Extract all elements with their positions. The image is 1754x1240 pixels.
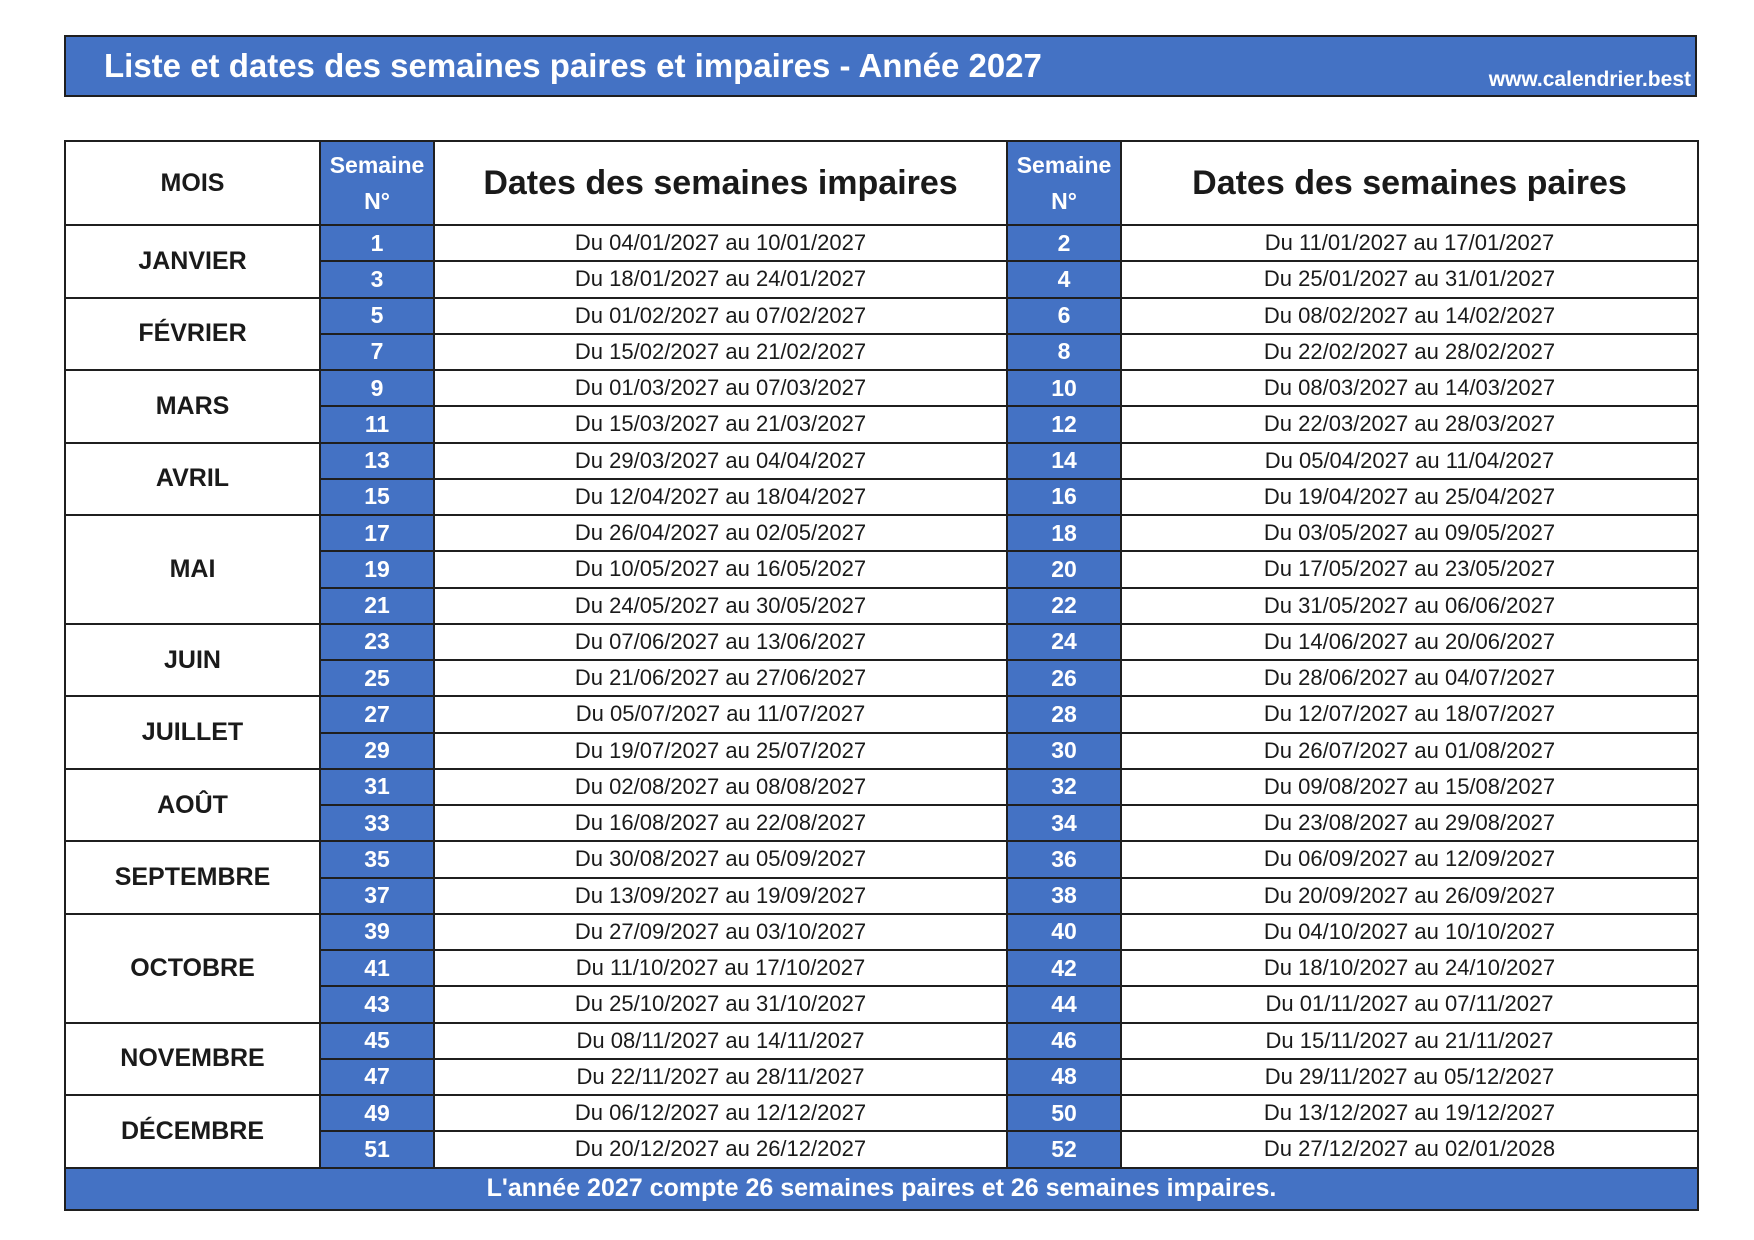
even-week-dates: Du 13/12/2027 au 19/12/2027 <box>1121 1095 1698 1131</box>
odd-week-number: 25 <box>320 660 434 696</box>
website-label: www.calendrier.best <box>1488 68 1691 91</box>
even-week-dates: Du 11/01/2027 au 17/01/2027 <box>1121 225 1698 261</box>
odd-week-dates: Du 07/06/2027 au 13/06/2027 <box>434 624 1007 660</box>
col-header-even-week <box>1007 141 1121 225</box>
table-row <box>65 1095 1698 1131</box>
col-header-even-dates: Dates des semaines paires <box>1121 141 1698 225</box>
even-week-dates: Du 12/07/2027 au 18/07/2027 <box>1121 696 1698 732</box>
even-week-dates: Du 08/03/2027 au 14/03/2027 <box>1121 370 1698 406</box>
even-week-number: 48 <box>1007 1059 1121 1095</box>
month-cell: AOÛT <box>65 769 320 842</box>
odd-week-dates: Du 01/03/2027 au 07/03/2027 <box>434 370 1007 406</box>
weeks-table <box>64 140 1699 1211</box>
even-week-dates: Du 06/09/2027 au 12/09/2027 <box>1121 841 1698 877</box>
month-cell: DÉCEMBRE <box>65 1095 320 1168</box>
col-header-odd-week <box>320 141 434 225</box>
col-header-mois: MOIS <box>65 141 320 225</box>
odd-week-dates: Du 22/11/2027 au 28/11/2027 <box>434 1059 1007 1095</box>
weeks-table-body <box>65 225 1698 1168</box>
even-week-number: 46 <box>1007 1023 1121 1059</box>
odd-week-number: 29 <box>320 733 434 769</box>
odd-week-number: 49 <box>320 1095 434 1131</box>
even-week-dates: Du 26/07/2027 au 01/08/2027 <box>1121 733 1698 769</box>
month-cell: MARS <box>65 370 320 443</box>
odd-week-dates: Du 19/07/2027 au 25/07/2027 <box>434 733 1007 769</box>
even-week-number: 14 <box>1007 443 1121 479</box>
odd-week-number: 11 <box>320 406 434 442</box>
table-row <box>65 914 1698 950</box>
even-week-dates: Du 15/11/2027 au 21/11/2027 <box>1121 1023 1698 1059</box>
odd-week-number: 37 <box>320 878 434 914</box>
col-header-odd-dates: Dates des semaines impaires <box>434 141 1007 225</box>
col-header-week-label: Semaine <box>329 152 425 178</box>
odd-week-number: 15 <box>320 479 434 515</box>
even-week-number: 6 <box>1007 298 1121 334</box>
even-week-number: 34 <box>1007 805 1121 841</box>
even-week-dates: Du 20/09/2027 au 26/09/2027 <box>1121 878 1698 914</box>
table-row <box>65 624 1698 660</box>
odd-week-dates: Du 13/09/2027 au 19/09/2027 <box>434 878 1007 914</box>
table-row <box>65 370 1698 406</box>
title-bar <box>64 35 1697 97</box>
col-header-week-label: Semaine <box>1016 152 1112 178</box>
even-week-number: 40 <box>1007 914 1121 950</box>
odd-week-dates: Du 24/05/2027 au 30/05/2027 <box>434 588 1007 624</box>
month-cell: AVRIL <box>65 443 320 516</box>
odd-week-number: 23 <box>320 624 434 660</box>
odd-week-dates: Du 18/01/2027 au 24/01/2027 <box>434 261 1007 297</box>
table-row <box>65 769 1698 805</box>
odd-week-dates: Du 02/08/2027 au 08/08/2027 <box>434 769 1007 805</box>
col-header-week-number: N° <box>364 188 390 214</box>
even-week-dates: Du 28/06/2027 au 04/07/2027 <box>1121 660 1698 696</box>
even-week-number: 52 <box>1007 1131 1121 1167</box>
table-row <box>65 696 1698 732</box>
even-week-dates: Du 22/03/2027 au 28/03/2027 <box>1121 406 1698 442</box>
even-week-dates: Du 09/08/2027 au 15/08/2027 <box>1121 769 1698 805</box>
even-week-dates: Du 03/05/2027 au 09/05/2027 <box>1121 515 1698 551</box>
even-week-number: 38 <box>1007 878 1121 914</box>
month-cell: SEPTEMBRE <box>65 841 320 914</box>
odd-week-number: 51 <box>320 1131 434 1167</box>
month-cell: MAI <box>65 515 320 624</box>
month-cell: JANVIER <box>65 225 320 298</box>
even-week-dates: Du 01/11/2027 au 07/11/2027 <box>1121 986 1698 1022</box>
even-week-number: 2 <box>1007 225 1121 261</box>
odd-week-dates: Du 06/12/2027 au 12/12/2027 <box>434 1095 1007 1131</box>
odd-week-number: 3 <box>320 261 434 297</box>
col-header-week-number: N° <box>1051 188 1077 214</box>
odd-week-number: 33 <box>320 805 434 841</box>
odd-week-number: 7 <box>320 334 434 370</box>
table-row <box>65 515 1698 551</box>
odd-week-dates: Du 29/03/2027 au 04/04/2027 <box>434 443 1007 479</box>
table-footer-summary: L'année 2027 compte 26 semaines paires et 26 semaines impaires. <box>65 1168 1698 1210</box>
even-week-dates: Du 04/10/2027 au 10/10/2027 <box>1121 914 1698 950</box>
even-week-dates: Du 17/05/2027 au 23/05/2027 <box>1121 551 1698 587</box>
month-cell: NOVEMBRE <box>65 1023 320 1096</box>
even-week-dates: Du 31/05/2027 au 06/06/2027 <box>1121 588 1698 624</box>
even-week-number: 42 <box>1007 950 1121 986</box>
even-week-number: 12 <box>1007 406 1121 442</box>
even-week-number: 20 <box>1007 551 1121 587</box>
even-week-number: 26 <box>1007 660 1121 696</box>
even-week-number: 10 <box>1007 370 1121 406</box>
odd-week-dates: Du 15/03/2027 au 21/03/2027 <box>434 406 1007 442</box>
table-row <box>65 298 1698 334</box>
odd-week-number: 47 <box>320 1059 434 1095</box>
even-week-number: 24 <box>1007 624 1121 660</box>
odd-week-number: 9 <box>320 370 434 406</box>
table-row <box>65 225 1698 261</box>
page-title: Liste et dates des semaines paires et impaires - Année 2027 <box>104 47 1042 84</box>
table-row <box>65 841 1698 877</box>
odd-week-number: 31 <box>320 769 434 805</box>
odd-week-dates: Du 16/08/2027 au 22/08/2027 <box>434 805 1007 841</box>
odd-week-number: 1 <box>320 225 434 261</box>
odd-week-number: 43 <box>320 986 434 1022</box>
even-week-number: 28 <box>1007 696 1121 732</box>
odd-week-dates: Du 15/02/2027 au 21/02/2027 <box>434 334 1007 370</box>
odd-week-number: 27 <box>320 696 434 732</box>
odd-week-dates: Du 20/12/2027 au 26/12/2027 <box>434 1131 1007 1167</box>
odd-week-number: 17 <box>320 515 434 551</box>
odd-week-dates: Du 25/10/2027 au 31/10/2027 <box>434 986 1007 1022</box>
even-week-number: 32 <box>1007 769 1121 805</box>
even-week-number: 22 <box>1007 588 1121 624</box>
even-week-number: 8 <box>1007 334 1121 370</box>
even-week-dates: Du 18/10/2027 au 24/10/2027 <box>1121 950 1698 986</box>
odd-week-dates: Du 26/04/2027 au 02/05/2027 <box>434 515 1007 551</box>
even-week-dates: Du 29/11/2027 au 05/12/2027 <box>1121 1059 1698 1095</box>
odd-week-dates: Du 04/01/2027 au 10/01/2027 <box>434 225 1007 261</box>
odd-week-dates: Du 08/11/2027 au 14/11/2027 <box>434 1023 1007 1059</box>
odd-week-dates: Du 01/02/2027 au 07/02/2027 <box>434 298 1007 334</box>
even-week-dates: Du 27/12/2027 au 02/01/2028 <box>1121 1131 1698 1167</box>
even-week-number: 16 <box>1007 479 1121 515</box>
even-week-dates: Du 14/06/2027 au 20/06/2027 <box>1121 624 1698 660</box>
odd-week-number: 45 <box>320 1023 434 1059</box>
odd-week-number: 41 <box>320 950 434 986</box>
table-header-row <box>65 141 1698 225</box>
odd-week-dates: Du 10/05/2027 au 16/05/2027 <box>434 551 1007 587</box>
even-week-dates: Du 23/08/2027 au 29/08/2027 <box>1121 805 1698 841</box>
table-row <box>65 443 1698 479</box>
odd-week-number: 35 <box>320 841 434 877</box>
even-week-dates: Du 25/01/2027 au 31/01/2027 <box>1121 261 1698 297</box>
odd-week-dates: Du 05/07/2027 au 11/07/2027 <box>434 696 1007 732</box>
odd-week-dates: Du 21/06/2027 au 27/06/2027 <box>434 660 1007 696</box>
odd-week-number: 39 <box>320 914 434 950</box>
odd-week-dates: Du 27/09/2027 au 03/10/2027 <box>434 914 1007 950</box>
even-week-number: 44 <box>1007 986 1121 1022</box>
month-cell: OCTOBRE <box>65 914 320 1023</box>
even-week-number: 4 <box>1007 261 1121 297</box>
table-footer-row <box>65 1168 1698 1210</box>
odd-week-number: 13 <box>320 443 434 479</box>
even-week-number: 50 <box>1007 1095 1121 1131</box>
even-week-dates: Du 19/04/2027 au 25/04/2027 <box>1121 479 1698 515</box>
even-week-number: 36 <box>1007 841 1121 877</box>
even-week-number: 18 <box>1007 515 1121 551</box>
odd-week-number: 5 <box>320 298 434 334</box>
even-week-number: 30 <box>1007 733 1121 769</box>
even-week-dates: Du 05/04/2027 au 11/04/2027 <box>1121 443 1698 479</box>
odd-week-dates: Du 11/10/2027 au 17/10/2027 <box>434 950 1007 986</box>
month-cell: JUIN <box>65 624 320 697</box>
odd-week-number: 19 <box>320 551 434 587</box>
odd-week-dates: Du 12/04/2027 au 18/04/2027 <box>434 479 1007 515</box>
odd-week-dates: Du 30/08/2027 au 05/09/2027 <box>434 841 1007 877</box>
month-cell: JUILLET <box>65 696 320 769</box>
month-cell: FÉVRIER <box>65 298 320 371</box>
table-row <box>65 1023 1698 1059</box>
even-week-dates: Du 22/02/2027 au 28/02/2027 <box>1121 334 1698 370</box>
odd-week-number: 21 <box>320 588 434 624</box>
even-week-dates: Du 08/02/2027 au 14/02/2027 <box>1121 298 1698 334</box>
